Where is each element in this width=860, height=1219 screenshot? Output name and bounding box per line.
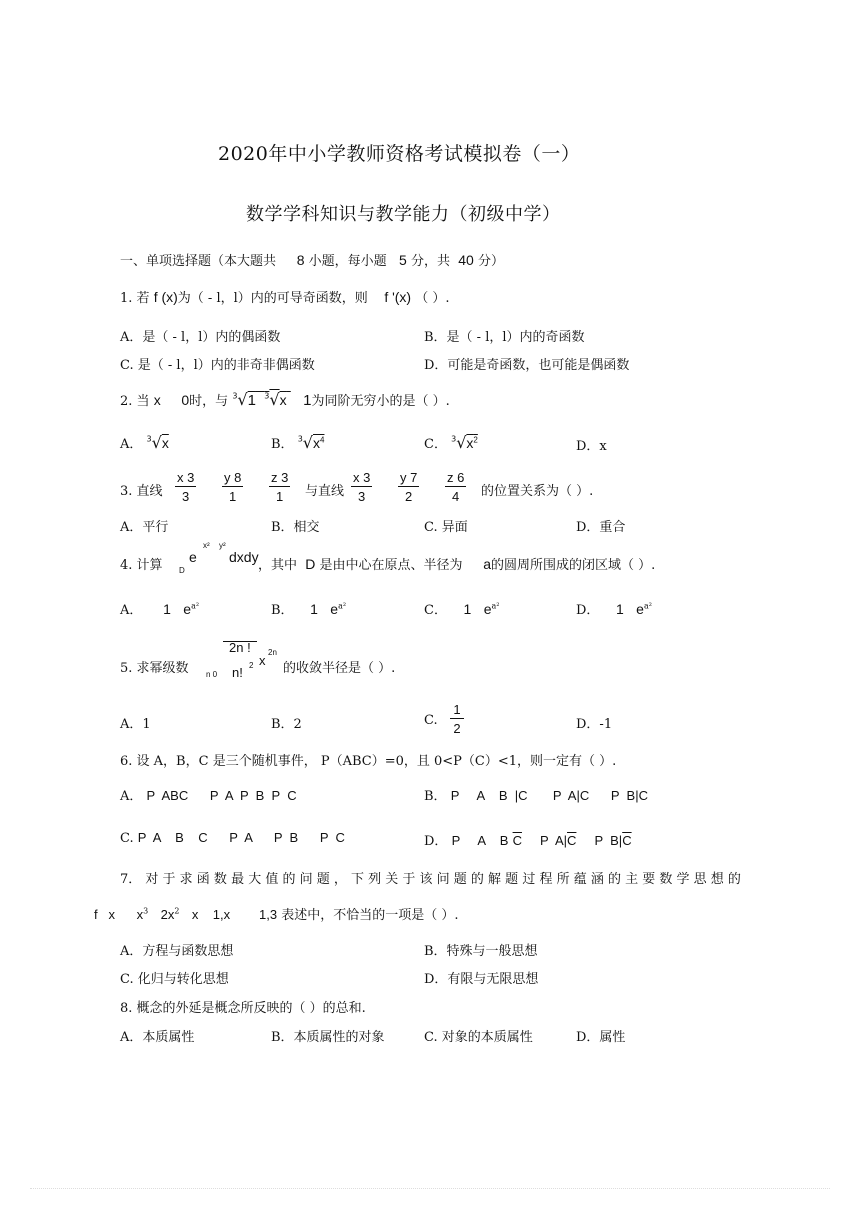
q2-option-b: B． $^3√x^4$ xyxy=(271,433,325,452)
question-5-label: 5. 求幂级数 xyxy=(120,661,189,676)
q5-x: x xyxy=(259,653,266,668)
question-6-stem: 6. 设 A，B，C 是三个随机事件， P（ABC）=0，且 0<P（C）<1，则一定有（ ）. xyxy=(120,754,617,769)
q5-numerator: 2n ! xyxy=(229,640,251,655)
q4-option-c: C． 1 $e^{a^2}$ xyxy=(424,601,500,618)
q6-option-c: C. P A B C P A P B P C xyxy=(120,830,345,846)
q7-option-d: D．有限与无限思想 xyxy=(424,972,539,987)
q3-fraction-2: $\frac{y 8}{1}$ xyxy=(224,470,242,504)
q2-option-d: D．x xyxy=(576,439,607,454)
section-heading: 一、单项选择题（本大题共 8 小题，每小题 5 分，共 40 分） xyxy=(120,252,504,269)
q4-e: e xyxy=(189,549,197,565)
q8-option-d: D．属性 xyxy=(576,1030,626,1045)
q5-option-d: D．-1 xyxy=(576,717,613,732)
q6-option-a: A． P ABC P A P B P C xyxy=(120,788,297,804)
q5-x-exp: 2n xyxy=(268,648,277,657)
q3-fraction-4: $\frac{x 3}{3}$ xyxy=(353,470,371,504)
q4-dxdy: dxdy xyxy=(229,549,259,565)
q4-exp-x: x² xyxy=(203,541,210,550)
q2-option-a: A． $^3$√x xyxy=(120,433,169,452)
q7-option-b: B．特殊与一般思想 xyxy=(424,944,538,959)
q6-option-b: B． P A B |C P A|C P B|C xyxy=(424,788,648,804)
q3-fraction-3: $\frac{z 3}{1}$ xyxy=(271,470,289,504)
q3-option-b: B．相交 xyxy=(271,520,320,535)
q1-option-a: A．是（ - l，l）内的偶函数 xyxy=(120,330,281,345)
q6-option-d: D． P A B $\overline{C}$ P $A|\overline{C}$ P $B|\overline{C}$ xyxy=(424,833,632,849)
page-subtitle: 数学学科知识与教学能力（初级中学） xyxy=(246,204,561,225)
q1-option-b: B．是（ - l，l）内的奇函数 xyxy=(424,330,585,345)
q4-region-sub: D xyxy=(179,566,185,575)
page-bottom-divider xyxy=(30,1188,830,1189)
q3-stem-tail: 的位置关系为（ ）. xyxy=(481,484,594,499)
q8-option-c: C. 对象的本质属性 xyxy=(424,1030,533,1045)
q8-option-b: B．本质属性的对象 xyxy=(271,1030,385,1045)
question-1-stem: 1. 若 f (x)为（ - l，l）内的可导奇函数，则 f '(x) （ ）. xyxy=(120,289,450,306)
q1-option-c: C. 是（ - l，l）内的非奇非偶函数 xyxy=(120,358,315,373)
q3-mid-text: 与直线 xyxy=(305,484,345,499)
q3-fraction-1: $\frac{x 3}{3}$ xyxy=(177,470,195,504)
q7-option-c: C. 化归与转化思想 xyxy=(120,972,229,987)
q5-denominator: n! xyxy=(232,665,243,680)
q5-den-exp: 2 xyxy=(249,661,254,670)
q3-option-d: D．重合 xyxy=(576,520,626,535)
question-3-label: 3. 直线 xyxy=(120,484,163,499)
question-2-stem: 2. 当 x 0时，与 $^3$√1 $^3$√x 1为同阶无穷小的是（ ）. xyxy=(120,390,450,409)
question-4-label: 4. 计算 xyxy=(120,558,163,573)
q5-option-a: A．1 xyxy=(120,717,151,732)
q3-option-a: A．平行 xyxy=(120,520,169,535)
q5-option-b: B．2 xyxy=(271,717,302,732)
q1-option-d: D．可能是奇函数，也可能是偶函数 xyxy=(424,358,630,373)
q3-fraction-5: $\frac{y 7}{2}$ xyxy=(400,470,418,504)
cube-root-icon: $^3$√1 $^3$√x xyxy=(232,390,287,409)
q7-option-a: A．方程与函数思想 xyxy=(120,944,234,959)
q5-stem: 的收敛半径是（ ）. xyxy=(283,661,396,676)
q5-option-c-fraction: $\frac{1}{2}$ xyxy=(450,702,464,736)
q4-option-d: D． 1 $e^{a^2}$ xyxy=(576,601,652,618)
q4-option-b: B． 1 $e^{a^2}$ xyxy=(271,601,347,618)
question-7-line2: f x $x^3$ $2x^2$ x 1,x 1,3 表述中，不恰当的一项是（ ）. xyxy=(94,906,459,923)
question-8-stem: 8. 概念的外延是概念所反映的（ ）的总和. xyxy=(120,1001,366,1016)
q4-stem: ，其中 D 是由中心在原点、半径为 a的圆周所围成的闭区域（ ）. xyxy=(258,556,656,573)
q5-option-c-label: C. xyxy=(424,713,438,728)
page-title: 2020年中小学教师资格考试模拟卷（一） xyxy=(218,143,581,165)
q3-option-c: C. 异面 xyxy=(424,520,468,535)
q4-exp-y: y² xyxy=(219,541,226,550)
question-7-line1: 7． 对 于 求 函 数 最 大 值 的 问 题 ， 下 列 关 于 该 问 题 的 解 题 过 程 所 蕴 涵 的 主 要 数 学 思 想 的 xyxy=(120,872,741,887)
q4-option-a: A． 1 $e^{a^2}$ xyxy=(120,601,200,618)
q8-option-a: A．本质属性 xyxy=(120,1030,195,1045)
q2-option-c: C． $^3√x^2$ xyxy=(424,433,478,452)
q3-fraction-6: $\frac{z 6}{4}$ xyxy=(447,470,465,504)
q5-sum-index: n 0 xyxy=(206,670,218,679)
